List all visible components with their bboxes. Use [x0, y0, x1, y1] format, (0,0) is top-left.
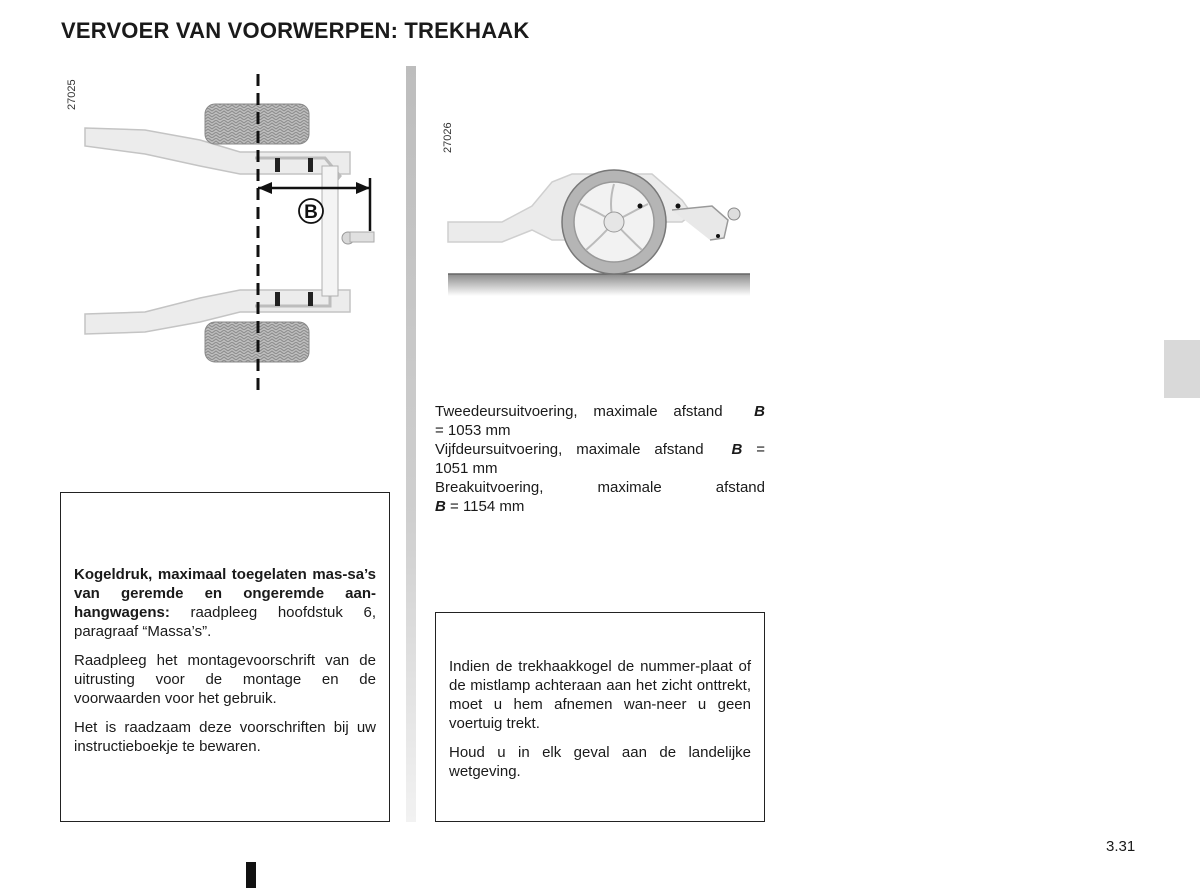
- ground-shadow: [448, 274, 750, 296]
- spec-letter: B: [435, 498, 446, 515]
- spec-eq: =: [756, 441, 765, 458]
- figure-code: 27025: [66, 79, 78, 110]
- notice-paragraph: Houd u in elk geval aan de landelijke wetgeving.: [449, 744, 751, 780]
- spec-letter: B: [731, 441, 743, 458]
- crop-mark: [246, 862, 256, 888]
- notice-paragraph: Indien de trekhaakkogel de nummer-plaat of de mistlamp achteraan aan het zicht onttrekt, moet u hem afnemen wan-neer u geen voertuig trekt.: [449, 658, 751, 732]
- spec-text: Tweedeursuitvoering, maximale afstand: [435, 403, 723, 420]
- column-divider: [406, 66, 416, 822]
- towbar-top-view-illustration: [60, 66, 390, 396]
- chapter-tab: [1164, 340, 1200, 398]
- spec-value-1: = 1053 mm: [435, 422, 511, 439]
- notice-paragraph: [74, 565, 376, 641]
- spec-value: = 1154 mm: [450, 498, 525, 515]
- dimension-b-label: B: [304, 202, 318, 223]
- spec-line-3: Breakuitvoering, maximale afstand: [435, 479, 765, 496]
- notice-box-removal: [435, 612, 765, 822]
- spec-text: Vijfdeursuitvoering, maximale afstand: [435, 441, 704, 458]
- spec-value-2: 1051 mm: [435, 460, 498, 477]
- specifications: [435, 402, 765, 516]
- towbar-side-view-illustration: [432, 110, 762, 310]
- notice-box-masses: [60, 492, 390, 822]
- figure-code: 27026: [442, 122, 454, 153]
- spec-line-1: [435, 402, 765, 421]
- notice-text: raadpleeg hoofdstuk 6, paragraaf “Massa’s”.: [74, 604, 376, 640]
- spec-letter: B: [754, 403, 765, 420]
- notice-bold-text: Kogeldruk, maximaal toegelaten mas-sa’s van geremde en ongeremde aan-hangwagens:: [74, 566, 376, 621]
- spec-line-2: [435, 440, 765, 459]
- page-number: 3.31: [1106, 838, 1136, 855]
- spec-line-3-value: [435, 497, 765, 516]
- notice-paragraph: Het is raadzaam deze voorschriften bij uw instructieboekje te bewaren.: [74, 719, 376, 755]
- notice-paragraph: Raadpleeg het montagevoorschrift van de uitrusting voor de montage en de voorwaarden voor het gebruik.: [74, 652, 376, 707]
- page-title: VERVOER VAN VOORWERPEN: TREKHAAK: [61, 18, 530, 43]
